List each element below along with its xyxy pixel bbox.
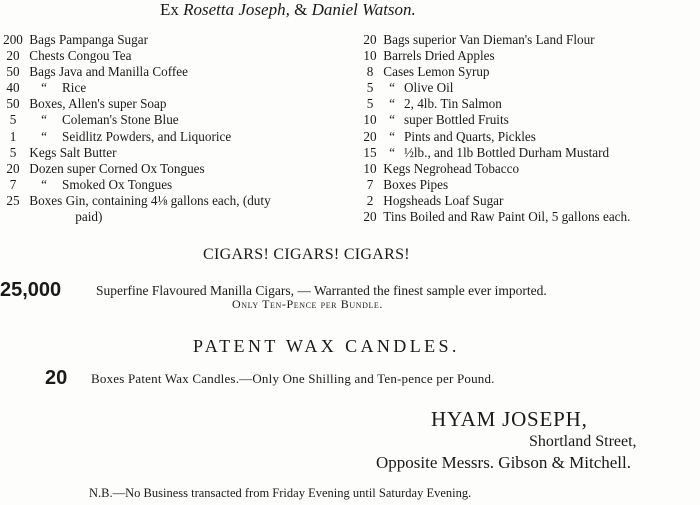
item-quantity: 8: [366, 64, 374, 80]
ditto-mark: “: [389, 112, 395, 128]
list-item: [360, 209, 700, 225]
item-quantity: 10: [363, 160, 377, 176]
item-description: [380, 177, 448, 193]
item-quantity: [0, 209, 26, 225]
item-description: [380, 112, 509, 128]
candles-quantity: 20: [45, 367, 68, 389]
item-quantity: 5: [9, 112, 17, 128]
item-quantity: 20: [363, 209, 377, 225]
item-text: ½lb., and 1lb Bottled Durham Mustard: [404, 144, 610, 160]
item-text: paid): [75, 209, 103, 225]
list-item: [0, 48, 345, 64]
item-description: [26, 80, 86, 96]
item-text: Seidlitz Powders, and Liquorice: [62, 128, 232, 144]
item-quantity: 20: [6, 48, 20, 64]
item-description: [26, 32, 148, 48]
list-item: [360, 129, 700, 145]
item-description: [26, 209, 102, 225]
ditto-mark: “: [389, 144, 395, 160]
item-quantity: 7: [9, 176, 17, 192]
item-text: Coleman's Stone Blue: [62, 112, 179, 128]
item-quantity: 40: [6, 80, 20, 96]
list-item: [0, 129, 345, 145]
item-quantity: 2: [366, 192, 374, 208]
item-quantity: 10: [363, 112, 377, 128]
cigars-description: Superfine Flavoured Manilla Cigars, — Warranted the finest sample ever imported.: [96, 283, 547, 298]
item-quantity: 7: [366, 176, 374, 192]
item-text: Cases Lemon Syrup: [383, 64, 490, 80]
item-quantity: 5: [9, 144, 17, 160]
list-item: [360, 80, 700, 96]
ship-name-1: Rosetta Joseph,: [183, 0, 290, 19]
header-prefix: Ex: [160, 0, 179, 19]
list-item: [360, 64, 700, 80]
item-description: [26, 48, 131, 64]
item-description: [26, 96, 166, 112]
list-item: [360, 48, 700, 64]
list-item: [0, 64, 345, 80]
candles-heading: PATENT WAX CANDLES.: [193, 336, 460, 356]
list-item: [0, 112, 345, 128]
item-text: Kegs Salt Butter: [29, 144, 117, 160]
item-text: Dozen super Corned Ox Tongues: [29, 160, 205, 176]
item-quantity: 5: [366, 96, 374, 112]
item-text: super Bottled Fruits: [404, 112, 509, 128]
list-item: [360, 161, 700, 177]
merchant-name: HYAM JOSEPH,: [431, 407, 588, 431]
list-item: [0, 193, 345, 209]
ditto-mark: “: [41, 176, 47, 192]
goods-list-left: [0, 32, 345, 225]
list-item: [0, 177, 345, 193]
list-item: [0, 96, 345, 112]
list-item: [360, 177, 700, 193]
item-description: [380, 96, 502, 112]
item-quantity: 20: [363, 128, 377, 144]
item-description: [26, 177, 172, 193]
item-description: [26, 112, 179, 128]
item-description: [380, 64, 490, 80]
list-item: [0, 161, 345, 177]
ditto-mark: “: [389, 96, 395, 112]
advertisement-header: [160, 0, 416, 20]
item-text: Bags Java and Manilla Coffee: [29, 64, 188, 80]
item-text: Kegs Negrohead Tobacco: [383, 160, 520, 176]
item-description: [380, 209, 630, 225]
cigars-heading: CIGARS! CIGARS! CIGARS!: [203, 246, 410, 263]
item-text: Chests Congou Tea: [29, 48, 132, 64]
item-text: Boxes Pipes: [383, 176, 449, 192]
item-description: [380, 129, 536, 145]
goods-list-right: [360, 32, 700, 225]
item-quantity: 20: [363, 32, 377, 47]
item-text: Tins Boiled and Raw Paint Oil, 5 gallons each.: [383, 209, 631, 225]
item-quantity: 20: [6, 160, 20, 176]
candles-description: Boxes Patent Wax Candles.—Only One Shilling and Ten-pence per Pound.: [91, 371, 495, 386]
ditto-mark: “: [41, 128, 47, 144]
item-description: [380, 193, 503, 209]
list-item: [360, 96, 700, 112]
list-item: [0, 145, 345, 161]
item-description: [380, 145, 609, 161]
merchant-location: Opposite Messrs. Gibson & Mitchell.: [376, 453, 631, 472]
cigars-quantity: 25,000: [0, 279, 62, 301]
item-description: [26, 129, 231, 145]
item-quantity: 1: [9, 128, 17, 144]
item-text: Boxes Gin, containing 4⅛ gallons each, (duty: [29, 192, 271, 208]
cigars-price: Only Ten-Pence per Bundle.: [232, 297, 384, 311]
item-text: Pints and Quarts, Pickles: [404, 128, 536, 144]
item-description: [26, 161, 205, 177]
list-item: [360, 145, 700, 161]
item-description: [26, 145, 116, 161]
item-quantity: 25: [6, 192, 20, 208]
item-description: [380, 32, 595, 48]
ditto-mark: “: [41, 80, 47, 96]
item-text: Smoked Ox Tongues: [62, 176, 173, 192]
list-item: [0, 80, 345, 96]
item-quantity: 5: [366, 80, 374, 96]
list-item: [360, 193, 700, 209]
ship-name-2: Daniel Watson.: [311, 0, 416, 19]
list-item: [0, 209, 345, 225]
item-text: Bags Pampanga Sugar: [29, 32, 148, 47]
ditto-mark: “: [389, 80, 395, 96]
item-description: [380, 161, 519, 177]
list-item: [360, 112, 700, 128]
item-text: Hogsheads Loaf Sugar: [383, 192, 504, 208]
item-quantity: 15: [363, 144, 377, 160]
item-text: Boxes, Allen's super Soap: [29, 96, 167, 112]
item-quantity: 200: [3, 32, 23, 47]
item-description: [26, 64, 188, 80]
item-description: [380, 80, 453, 96]
header-ampersand: &: [294, 0, 308, 19]
item-quantity: 10: [363, 48, 377, 64]
list-item: [0, 32, 345, 48]
item-text: Barrels Dried Apples: [383, 48, 495, 64]
merchant-street: Shortland Street,: [529, 433, 637, 450]
list-item: [360, 32, 700, 48]
item-description: [380, 48, 495, 64]
item-text: Rice: [62, 80, 87, 96]
ditto-mark: “: [389, 128, 395, 144]
item-text: 2, 4lb. Tin Salmon: [404, 96, 502, 112]
item-description: [26, 193, 271, 209]
item-text: Bags superior Van Dieman's Land Flour: [383, 32, 595, 47]
footer-note: N.B.—No Business transacted from Friday Evening until Saturday Evening.: [89, 486, 472, 500]
ditto-mark: “: [41, 112, 47, 128]
item-quantity: 50: [6, 64, 20, 80]
item-quantity: 50: [6, 96, 20, 112]
item-text: Olive Oil: [404, 80, 454, 96]
